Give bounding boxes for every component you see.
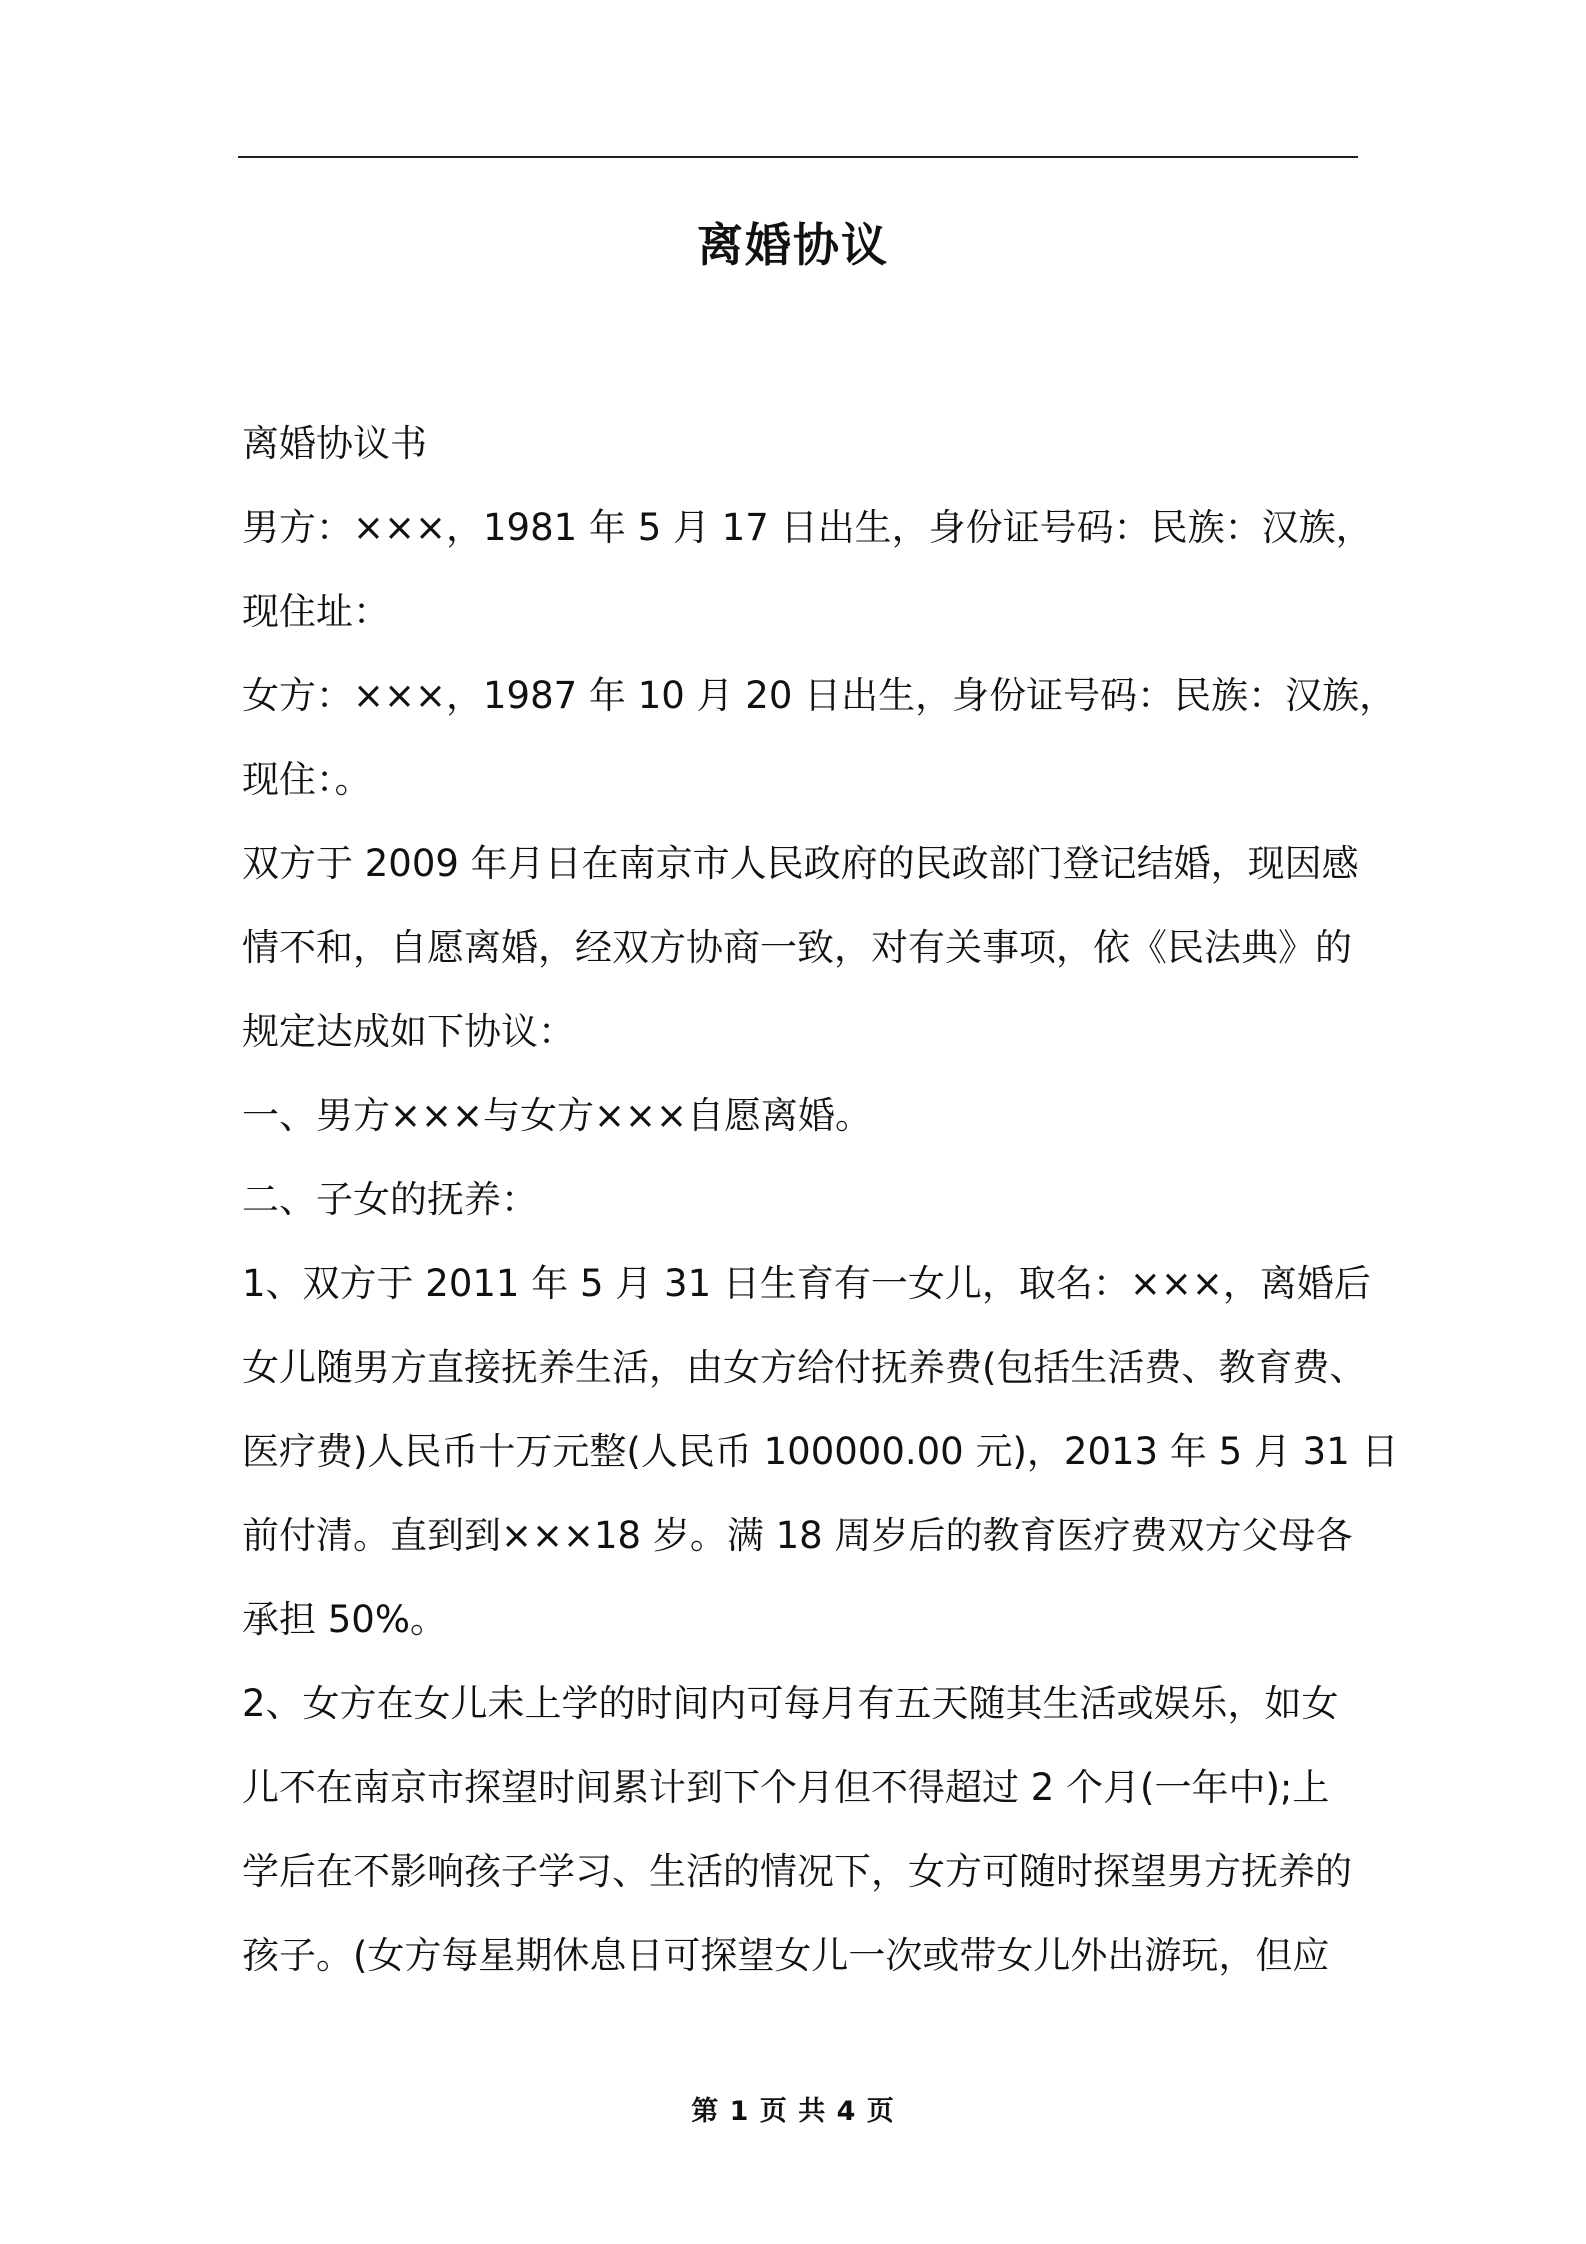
body-line: 女方：×××，1987 年 10 月 20 日出生，身份证号码：民族：汉族， (242, 674, 1397, 717)
body-line: 承担 50%。 (242, 1598, 447, 1641)
body-line: 现住：。 (242, 758, 372, 801)
body-line: 孩子。(女方每星期休息日可探望女儿一次或带女儿外出游玩，但应 (242, 1934, 1330, 1977)
body-line: 双方于 2009 年月日在南京市人民政府的民政部门登记结婚，现因感 (242, 842, 1359, 885)
body-line: 规定达成如下协议： (242, 1010, 575, 1053)
body-line: 女儿随男方直接抚养生活，由女方给付抚养费(包括生活费、教育费、 (242, 1346, 1367, 1389)
body-line: 情不和，自愿离婚，经双方协商一致，对有关事项，依《民法典》的 (242, 926, 1352, 969)
body-line: 男方：×××，1981 年 5 月 17 日出生，身份证号码：民族：汉族， (242, 506, 1373, 549)
body-line: 前付清。直到到×××18 岁。满 18 周岁后的教育医疗费双方父母各 (242, 1514, 1353, 1557)
document-body (242, 402, 1399, 1998)
body-line: 一、男方×××与女方×××自愿离婚。 (242, 1094, 873, 1137)
body-line: 1、双方于 2011 年 5 月 31 日生育有一女儿，取名：×××，离婚后 (242, 1262, 1371, 1305)
body-line: 医疗费)人民币十万元整(人民币 100000.00 元)，2013 年 5 月 31 日 (242, 1430, 1399, 1473)
body-line: 儿不在南京市探望时间累计到下个月但不得超过 2 个月(一年中);上 (242, 1766, 1330, 1809)
body-line: 离婚协议书 (242, 422, 427, 465)
page-number: 第 1 页 共 4 页 (691, 2096, 895, 2127)
body-line: 学后在不影响孩子学习、生活的情况下，女方可随时探望男方抚养的 (242, 1850, 1352, 1893)
header-divider (238, 156, 1358, 158)
body-line: 2、女方在女儿未上学的时间内可每月有五天随其生活或娱乐，如女 (242, 1682, 1339, 1725)
body-line: 二、子女的抚养： (242, 1178, 538, 1221)
body-line: 现住址： (242, 590, 390, 633)
document-title: 离婚协议 (697, 218, 889, 272)
